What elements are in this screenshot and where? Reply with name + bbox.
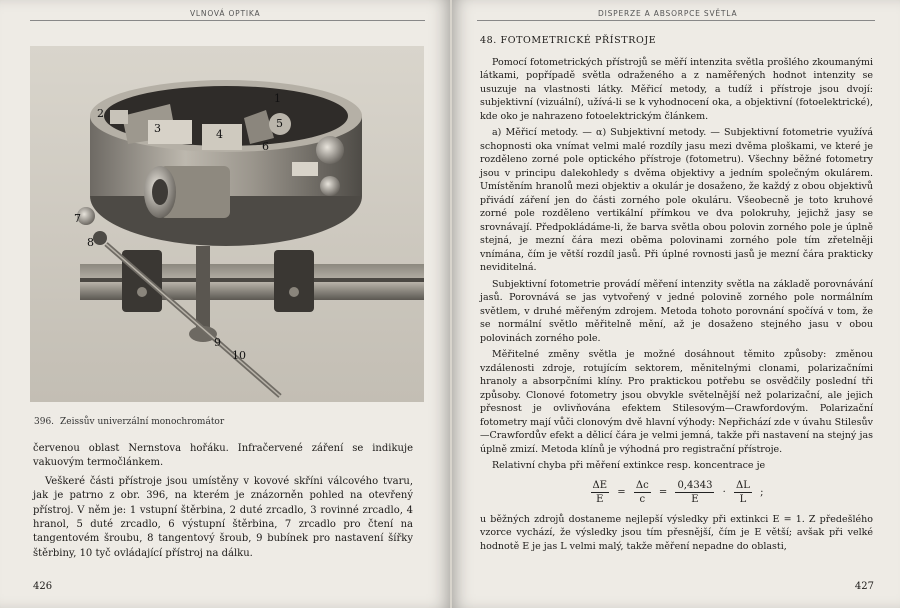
caption-number: 396. [34,417,55,427]
eq-den-1: E [596,494,604,505]
figure-label-6: 6 [262,140,269,153]
left-running-head: VLNOVÁ OPTIKA [190,9,261,18]
eq-num-2: Δc [634,479,651,494]
eq-num-3: 0,4343 [675,479,714,494]
right-body-text [480,34,873,553]
eq-num-4: ΔL [734,479,752,494]
eq-num-1: ΔE [591,479,610,494]
figure-label-5: 5 [276,117,283,130]
right-running-head: DISPERZE A ABSORPCE SVĚTLA [598,9,738,18]
figure-label-3: 3 [154,122,161,135]
figure-label-4: 4 [216,128,223,141]
section-title: 48. FOTOMETRICKÉ PŘÍSTROJE [480,35,657,46]
right-page-number: 427 [854,581,874,592]
eq-equals-1: = [617,486,626,498]
eq-semicolon: ; [760,486,764,498]
fraction-constant [675,479,714,507]
left-page-number: 426 [33,581,53,592]
right-head-rule [477,20,875,21]
left-paragraph-2: Veškeré části přístroje jsou umístěny v kovové skříni válcového tvaru, jak je patrno z obr. 396, na kterém je znázorněn pohled na otevřený přístroj. V něm je: 1 vstupní štěrbina, 2 duté zrcadlo, 3 rovinné zrcadlo, 4 hranol, 5 duté zrcadlo, 6 výstupní štěrbina, 7 zrcadlo pro čtení na tangentovém šroubu, 8 tangentový šroub, 9 bubínek pro nastavení šířky štěrbiny, 10 tyč ovládající přístroj na dálku. [33,475,413,559]
eq-den-3: E [691,494,699,505]
figure-label-9: 9 [214,336,221,349]
fraction-delta-l [734,479,752,507]
figure-label-1: 1 [274,92,281,105]
right-page [452,0,900,608]
eq-den-4: L [739,494,747,505]
after-equation-paragraph: u běžných zdrojů dostaneme nejlepší výsledky při extinkci E = 1. Z předešlého vzorce vychází, že výsledky jsou tím přesnější, čím je E větší; avšak při velké hodnotě E je jas L velmi malý, takže měření nepadne do oblasti, [480,513,873,552]
fraction-delta-e [591,479,610,507]
figure-label-7: 7 [74,212,81,225]
figure-caption [34,417,224,427]
monochromator-photo [30,46,424,402]
right-paragraph-4: Měřitelné změny světla je možné dosáhnout těmito způsoby: změnou vzdálenosti zdroje, rotujícím sektorem, měnitelnými clonami, polarizačními hranoly a absorpčními klíny. Pro praktickou potřebu se osvědčily poslední tři způsoby. Clonové fotometry jsou obvykle světelnější než polarizační, ale jejich přesnost je ovlivňována efektem Stilesovým—Crawfordovým. Polarizační fotometry mají vůči clonovým dvě hlavní výhody: Nepřichází zde v úvahu Stilesův—Crawfordův efekt a dělicí čára je velmi jemná, takže při nastavení na stejný jas úplně zmizí. Metoda klínů je výhodná pro registrační přístroje. [480,349,873,455]
caption-text: Zeissův univerzální monochromátor [60,417,225,427]
right-paragraph-5: Relativní chyba při měření extinkce resp. koncentrace je [492,460,766,471]
figure-label-10: 10 [232,349,246,362]
eq-den-2: c [639,494,646,505]
figure-label-8: 8 [87,236,94,249]
fraction-delta-c [634,479,651,507]
right-paragraph-1: Pomocí fotometrických přístrojů se měří intenzita světla prošlého zkoumanými látkami, popřípadě světla odraženého a z naměřených hodnot intenzity se usuzuje na vlastnosti látky. Měřicí metody, a tudíž i přístroje jsou dvojí: subjektivní (vizuální), užívá-li se k vyhodnocení oka, a objektivní (fotoelektrické), kde oko je nahrazeno fotoelektrickým článkem. [480,56,873,122]
left-paragraph-1: červenou oblast Nernstova hořáku. Infračervené záření se indikuje vakuovým termočlánkem. [33,443,413,469]
figure-label-2: 2 [97,107,104,120]
left-head-rule [30,20,425,21]
eq-dot: · [722,486,726,498]
right-paragraph-2: a) Měřicí metody. — α) Subjektivní metody. — Subjektivní fotometrie využívá schopnosti oka vnímat velmi malé rozdíly jasu mezi dvěma ploškami, ve které je rozděleno zorné pole optického přístroje (fotometru). Všechny běžné fotometry jsou v principu dalekohledy s dvěma objektivy a jedním společným okulárem. Umístěním hranolů mezi objektiv a okulár je dosaženo, že každý z obou objektivů přivádí záření jen do části zorného pole okuláru. Všeobecně je toto kruhové zorné pole rozděleno vertikální přímkou ve dva polokruhy, jejichž jasy se srovnávají. Předpokládáme-li, že barva světla obou polovin zorného pole je úplně stejná, je mezní čára mezi oběma polovinami zorného pole tím zřetelněji vnímána, čím je větší rozdíl jasů. Při úplné rovnosti jasů je mezní čára prakticky neviditelná. [480,127,873,273]
right-paragraph-3: Subjektivní fotometrie provádí měření intenzity světla na základě porovnávání jasů. Porovnává se jas vytvořený v jedné polovině zorného pole normálním světlem, v druhé měřeným zdrojem. Metoda tohoto porovnání spočívá v tom, že se normální světlo měřitelně mění, až je dosaženo stejného jasu v obou polovinách zorného pole. [480,278,873,344]
eq-equals-2: = [658,486,668,498]
left-body-text [33,442,413,561]
monochromator-illustration [30,46,424,402]
relative-error-equation [480,479,873,507]
